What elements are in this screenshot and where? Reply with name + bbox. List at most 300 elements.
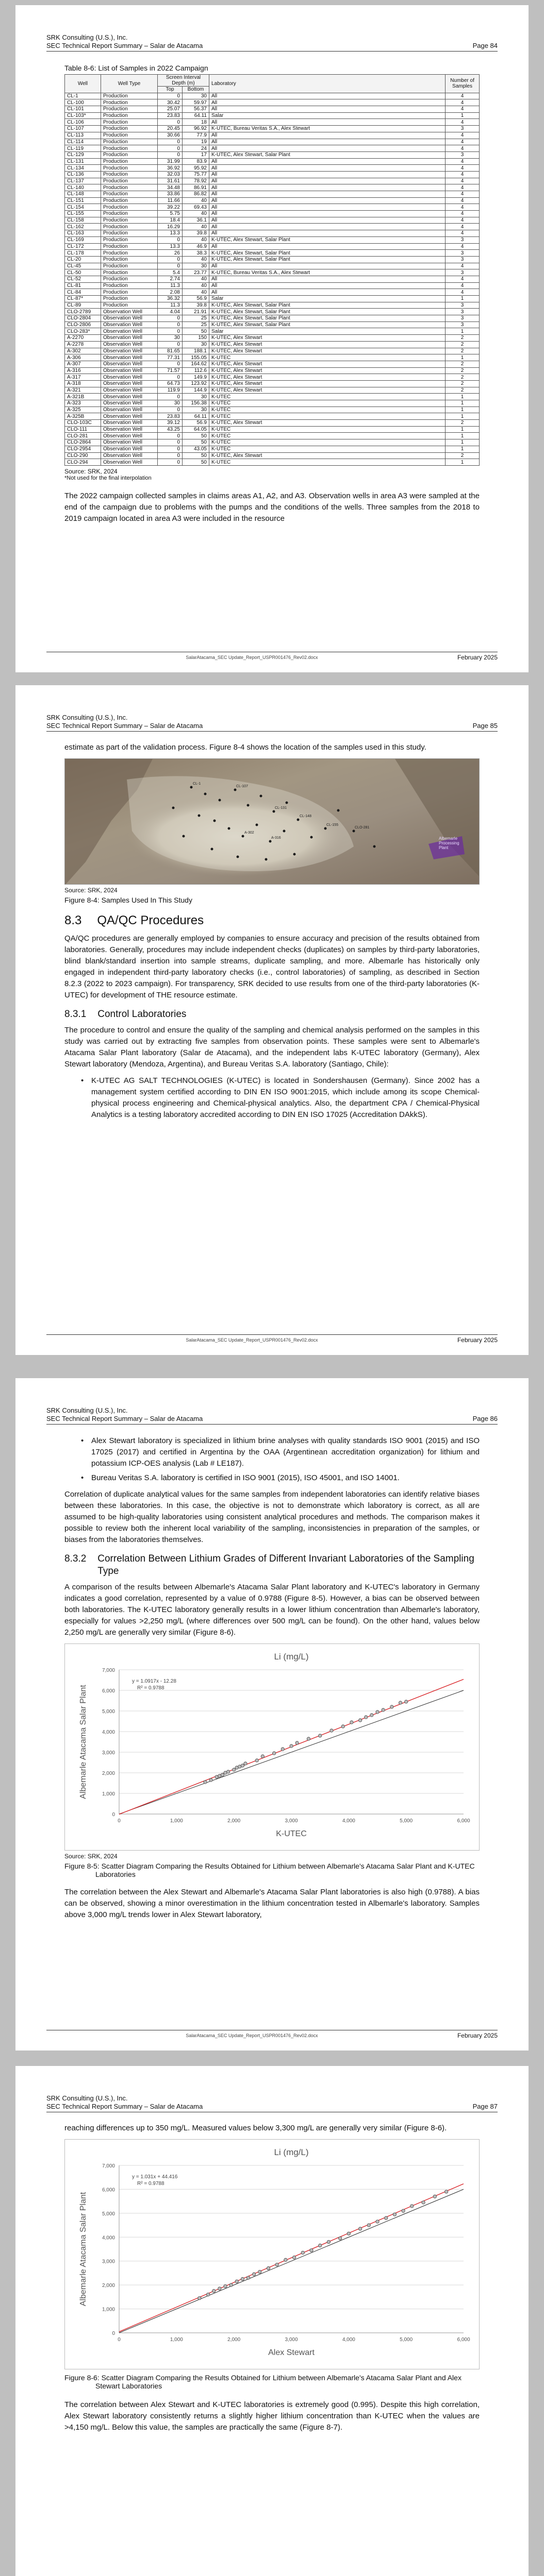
table-cell: Observation Well [101, 341, 158, 348]
table-cell: 24 [183, 145, 209, 152]
table-cell: CLO-2806 [65, 321, 101, 328]
data-point [241, 2277, 244, 2280]
table-cell: A-321B [65, 394, 101, 400]
table-cell: 50 [183, 433, 209, 439]
table-cell: K-UTEC, Alex Stewart [209, 361, 446, 367]
table-cell: Production [101, 256, 158, 263]
table-cell: Observation Well [101, 420, 158, 427]
table-cell: A-2270 [65, 335, 101, 342]
table-cell: Production [101, 99, 158, 106]
data-point [410, 2205, 414, 2208]
table-cell: K-UTEC, Alex Stewart, Salar Plant [209, 236, 446, 243]
table-cell: 40 [183, 197, 209, 204]
paragraph: The correlation between the Alex Stewart and Albemarle's Atacama Salar Plant laboratories is also high (0.9788). A bias can be observed, showing a minor overestimation in the lithium concentration tested in Albemarle's laboratory. Samples above 3,000 mg/L trends lower in Alex Stewart laboratory, [64, 1888, 480, 1919]
table-cell: A-307 [65, 361, 101, 367]
y-tick-label: 1,000 [102, 1791, 115, 1797]
table-row [65, 184, 480, 191]
table-row [65, 433, 480, 439]
table-row [65, 93, 480, 99]
page-header [46, 2094, 498, 2112]
table-cell: 4 [446, 191, 480, 198]
table-cell: Production [101, 191, 158, 198]
table-cell: 0 [158, 341, 183, 348]
page-84 [15, 5, 529, 672]
table-cell: 1 [446, 328, 480, 335]
table-cell: Observation Well [101, 354, 158, 361]
samples-map [64, 758, 480, 885]
table-cell: 3 [446, 250, 480, 257]
table-cell: All [209, 178, 446, 184]
data-point [358, 1719, 361, 1722]
scatter-chart-alex-stewart [65, 2140, 479, 2366]
table-cell: All [209, 191, 446, 198]
x-tick-label: 6,000 [457, 2337, 470, 2343]
table-cell: All [209, 263, 446, 269]
table-cell: K-UTEC, Alex Stewart [209, 341, 446, 348]
table-cell: 0 [158, 374, 183, 381]
header-report: SEC Technical Report Summary – Salar de Atacama [46, 722, 203, 730]
table-row [65, 171, 480, 178]
y-axis-label: Albemarle Atacama Salar Plant [79, 2192, 88, 2307]
x-tick-label: 4,000 [342, 1818, 355, 1824]
table-cell: CL-20 [65, 256, 101, 263]
table-cell: 188.1 [183, 348, 209, 354]
col-bottom: Bottom [183, 87, 209, 93]
table-cell: 46.9 [183, 243, 209, 250]
table-cell: 1 [446, 439, 480, 446]
table-cell: 4 [446, 230, 480, 237]
table-cell: 0 [158, 406, 183, 413]
page-84-body [64, 62, 480, 530]
table-cell: CL-50 [65, 269, 101, 276]
table-row [65, 99, 480, 106]
data-point [224, 2284, 227, 2287]
table-cell: 40 [183, 236, 209, 243]
data-point [232, 1768, 235, 1771]
table-cell: 96.92 [183, 126, 209, 132]
table-cell: A-316 [65, 367, 101, 374]
table-cell: 144.9 [183, 387, 209, 394]
table-cell: K-UTEC, Alex Stewart, Salar Plant [209, 302, 446, 309]
data-point [310, 2249, 313, 2252]
data-point [358, 2227, 361, 2230]
table-cell: CLO-2864 [65, 439, 101, 446]
table-cell: Salar [209, 296, 446, 302]
table-row [65, 269, 480, 276]
lab-list [81, 1075, 480, 1121]
y-tick-label: 6,000 [102, 1688, 115, 1694]
table-cell: 2 [446, 341, 480, 348]
table-row [65, 321, 480, 328]
svg-text:CL-155: CL-155 [326, 823, 338, 827]
table-cell: CLO-294 [65, 459, 101, 466]
data-point [367, 2224, 370, 2227]
table-cell: 1 [446, 413, 480, 420]
table-cell: 23.77 [183, 269, 209, 276]
table-cell: K-UTEC, Alex Stewart [209, 367, 446, 374]
table-cell: All [209, 276, 446, 282]
table-cell: 95.92 [183, 165, 209, 172]
table-cell: Production [101, 250, 158, 257]
table-cell: CL-100 [65, 99, 101, 106]
y-tick-label: 0 [112, 1812, 115, 1818]
header-report: SEC Technical Report Summary – Salar de Atacama [46, 2103, 203, 2110]
table-cell: Production [101, 165, 158, 172]
table-row [65, 367, 480, 374]
paragraph: A comparison of the results between Albemarle's Atacama Salar Plant laboratory and K-UTEC's laboratory in Germany indicates a good correlation, represented by a value of 0.9788 (Figure 8-5). However, a bias can be observed between both laboratories. The K-UTEC laboratory generally results in a lower lithium concentration than Albemarle's laboratory, especially for values >2,250 mg/L (where differences over 500 mg/L can be found). On the other hand, values below 2,250 mg/L are generally very similar (Figure 8-6). [64, 1583, 480, 1637]
data-point [385, 2216, 388, 2219]
col-well: Well [65, 75, 101, 93]
table-row [65, 452, 480, 459]
table-cell: 77.31 [158, 354, 183, 361]
table-row [65, 446, 480, 452]
table-cell: 0 [158, 439, 183, 446]
table-cell: Production [101, 112, 158, 119]
table-cell: Observation Well [101, 321, 158, 328]
table-cell: CLO-2954 [65, 446, 101, 452]
table-cell: CL-52 [65, 276, 101, 282]
page-86 [15, 1378, 529, 2050]
table-cell: 0 [158, 315, 183, 322]
col-type: Well Type [101, 75, 158, 93]
table-cell: K-UTEC, Alex Stewart [209, 380, 446, 387]
data-point [341, 1725, 344, 1728]
table-cell: 36.1 [183, 217, 209, 224]
table-cell: All [209, 217, 446, 224]
table-cell: Observation Well [101, 439, 158, 446]
table-cell: All [209, 204, 446, 211]
col-lab: Laboratory [209, 75, 446, 93]
table-cell: Observation Well [101, 309, 158, 315]
table-cell: K-UTEC, Alex Stewart, Salar Plant [209, 309, 446, 315]
table-cell: 50 [183, 439, 209, 446]
table-cell: 2 [446, 335, 480, 342]
table-cell: K-UTEC [209, 426, 446, 433]
table-cell: 30 [183, 394, 209, 400]
data-point [292, 2256, 295, 2259]
data-point [246, 2276, 250, 2279]
table-cell: 4 [446, 263, 480, 269]
table-cell: 4 [446, 165, 480, 172]
table-cell: 1 [446, 400, 480, 407]
y-tick-label: 3,000 [102, 1750, 115, 1756]
table-cell: 4 [446, 211, 480, 217]
table-cell: 2 [446, 361, 480, 367]
x-tick-label: 2,000 [227, 2337, 241, 2343]
svg-text:CL-131: CL-131 [275, 806, 287, 810]
table-cell: 1 [446, 406, 480, 413]
table-cell: 21.91 [183, 309, 209, 315]
table-row [65, 112, 480, 119]
table-cell: 1 [446, 446, 480, 452]
table-cell: Production [101, 296, 158, 302]
data-point [365, 1716, 368, 1719]
table-cell: 86.91 [183, 184, 209, 191]
data-point [229, 2283, 233, 2286]
table-cell: CL-178 [65, 250, 101, 257]
scatter-chart-kutec [65, 1644, 479, 1848]
table-row [65, 276, 480, 282]
footer-filename: SalarAtacama_SEC Update_Report_USPR001476_Rev02.docx [186, 655, 318, 660]
table-cell: All [209, 230, 446, 237]
table-cell: 38.3 [183, 250, 209, 257]
data-point [221, 1773, 224, 1776]
page-footer [46, 2030, 498, 2039]
data-point [330, 1729, 333, 1732]
table-cell: 0 [158, 452, 183, 459]
r2-label: R² = 0.9788 [137, 2181, 164, 2187]
table-cell: 0 [158, 256, 183, 263]
footer-filename: SalarAtacama_SEC Update_Report_USPR001476_Rev02.docx [186, 2033, 318, 2038]
paragraph: QA/QC procedures are generally employed by companies to ensure accuracy and precision of the results obtained from laboratories. Generally, procedures may include independent checks (duplicates) on samples by third-party laboratories, blind blank/standard insertion into sample streams, duplicate sampling, and more. Albemarle has historically only engaged in independent third-party laboratory checks (i.e., control laboratories) of sampling, as described in Section 8.2.3 (2022 to 2023 campaign). For transparency, SRK decided to use results from one of the third-party laboratories (K-UTEC) for development of THE resource estimate. [64, 934, 480, 999]
table-cell: 4 [446, 217, 480, 224]
table-cell: K-UTEC [209, 446, 446, 452]
table-cell: 36.32 [158, 296, 183, 302]
table-cell: 164.62 [183, 361, 209, 367]
table-caption: Table 8-6: List of Samples in 2022 Campaign [64, 64, 208, 72]
table-row [65, 139, 480, 145]
table-row [65, 380, 480, 387]
y-tick-label: 6,000 [102, 2187, 115, 2193]
table-cell: 4 [446, 243, 480, 250]
page-85 [15, 685, 529, 1355]
table-cell: Production [101, 204, 158, 211]
table-cell: K-UTEC, Alex Stewart, Salar Plant [209, 250, 446, 257]
table-cell: CL-169 [65, 236, 101, 243]
table-cell: 78.92 [183, 178, 209, 184]
table-cell: 30.66 [158, 132, 183, 139]
data-point [235, 2280, 238, 2283]
table-cell: 2.08 [158, 289, 183, 296]
data-point [267, 2266, 270, 2269]
y-tick-label: 5,000 [102, 1709, 115, 1715]
table-cell: CLO-281 [65, 433, 101, 439]
r2-label: R² = 0.9788 [137, 1685, 164, 1691]
table-row [65, 224, 480, 230]
chart-title: Li (mg/L) [274, 1652, 309, 1662]
table-cell: 0 [158, 119, 183, 126]
table-cell: 30 [183, 341, 209, 348]
table-cell: 4 [446, 158, 480, 165]
table-cell: 59.97 [183, 99, 209, 106]
table-cell: 34.48 [158, 184, 183, 191]
x-tick-label: 1,000 [170, 2337, 183, 2343]
table-cell: 18 [183, 119, 209, 126]
table-cell: 25.07 [158, 106, 183, 113]
table-cell: 4 [446, 106, 480, 113]
samples-table [64, 74, 480, 466]
table-cell: 1 [446, 459, 480, 466]
paragraph: Correlation of duplicate analytical values for the same samples from independent laboratories can identify relative biases between these laboratories. In this case, the objective is not to demonstrate which laboratory is correct, as all are assumed to be high-quality laboratories using consistent analytical procedures and methods. The comparison makes it possible to review both the inherent local variability of the sampling, inconsistencies in preparation of the samples, or biases from the laboratories themselves. [64, 1490, 480, 1544]
table-cell: 4 [446, 184, 480, 191]
data-point [399, 1701, 402, 1704]
x-axis-label: K-UTEC [276, 1829, 307, 1838]
table-cell: 40 [183, 289, 209, 296]
table-cell: 71.57 [158, 367, 183, 374]
table-cell: 19 [183, 139, 209, 145]
page-footer [46, 1334, 498, 1344]
table-row [65, 282, 480, 289]
table-cell: 75.77 [183, 171, 209, 178]
table-cell: 33.86 [158, 191, 183, 198]
table-cell: Observation Well [101, 406, 158, 413]
table-cell: 4 [446, 282, 480, 289]
data-point [284, 2258, 287, 2261]
table-cell: 1 [446, 426, 480, 433]
table-cell: 1 [446, 433, 480, 439]
table-cell: 5.75 [158, 211, 183, 217]
table-cell: 30 [158, 400, 183, 407]
table-cell: K-UTEC, Alex Stewart, Salar Plant [209, 256, 446, 263]
table-cell: 81.65 [158, 348, 183, 354]
table-cell: 30 [158, 335, 183, 342]
table-cell: Observation Well [101, 426, 158, 433]
table-cell: CL-1 [65, 93, 101, 99]
table-cell: 1 [446, 112, 480, 119]
section-heading-8-3-2: 8.3.2 Correlation Between Lithium Grades of Different Invariant Laboratories of the Sampling Type [64, 1553, 474, 1577]
table-cell: 149.9 [183, 374, 209, 381]
table-cell: 3 [446, 321, 480, 328]
table-cell: CL-148 [65, 191, 101, 198]
table-cell: Production [101, 236, 158, 243]
table-cell: 83.9 [183, 158, 209, 165]
table-row [65, 420, 480, 427]
table-body [65, 93, 480, 465]
header-report: SEC Technical Report Summary – Salar de Atacama [46, 42, 203, 49]
table-cell: All [209, 197, 446, 204]
table-cell: All [209, 224, 446, 230]
table-row [65, 204, 480, 211]
table-cell: Production [101, 158, 158, 165]
col-interval: Screen Interval Depth (m) [158, 75, 209, 87]
data-point [338, 2236, 341, 2240]
x-tick-label: 2,000 [227, 1818, 241, 1824]
table-row [65, 400, 480, 407]
table-cell: Salar [209, 112, 446, 119]
page-header [46, 1406, 498, 1425]
table-row [65, 158, 480, 165]
table-row [65, 191, 480, 198]
table-cell: 2 [446, 380, 480, 387]
table-cell: 4 [446, 178, 480, 184]
table-cell: All [209, 139, 446, 145]
table-cell: 20.45 [158, 126, 183, 132]
table-row [65, 243, 480, 250]
table-cell: 25 [183, 321, 209, 328]
table-row [65, 178, 480, 184]
data-point [433, 2195, 436, 2198]
table-cell: K-UTEC, Alex Stewart, Salar Plant [209, 321, 446, 328]
page-86-body [64, 1432, 480, 1926]
table-cell: All [209, 93, 446, 99]
table-cell: 39.12 [158, 420, 183, 427]
table-cell: K-UTEC, Bureau Veritas S.A., Alex Stewart [209, 269, 446, 276]
table-cell: 0 [158, 459, 183, 466]
table-cell: K-UTEC [209, 459, 446, 466]
table-row [65, 230, 480, 237]
y-tick-label: 3,000 [102, 2259, 115, 2265]
data-point [327, 2240, 330, 2243]
table-cell: 50 [183, 459, 209, 466]
table-cell: Production [101, 230, 158, 237]
col-top: Top [158, 87, 183, 93]
table-row [65, 348, 480, 354]
table-cell: CL-103* [65, 112, 101, 119]
table-cell: 4 [446, 119, 480, 126]
table-cell: 86.82 [183, 191, 209, 198]
table-cell: 3 [446, 151, 480, 158]
table-cell: 123.92 [183, 380, 209, 387]
data-point [382, 1708, 385, 1711]
table-cell: 30 [183, 406, 209, 413]
table-cell: 4 [446, 289, 480, 296]
table-cell: Production [101, 151, 158, 158]
data-point [390, 1705, 393, 1708]
table-cell: Production [101, 119, 158, 126]
table-row [65, 413, 480, 420]
table-row [65, 119, 480, 126]
page-number: Page 86 [472, 1415, 498, 1422]
table-cell: All [209, 211, 446, 217]
footer-filename: SalarAtacama_SEC Update_Report_USPR001476_Rev02.docx [186, 1337, 318, 1343]
table-cell: CL-119 [65, 145, 101, 152]
data-point [444, 2190, 448, 2193]
page-87-body [64, 2123, 480, 2438]
table-cell: 4 [446, 99, 480, 106]
table-cell: 1 [446, 296, 480, 302]
table-note: *Not used for the final interpolation [64, 474, 152, 481]
table-cell: 156.38 [183, 400, 209, 407]
table-cell: CL-106 [65, 119, 101, 126]
table-row [65, 250, 480, 257]
table-cell: K-UTEC, Alex Stewart, Salar Plant [209, 151, 446, 158]
list-item: • Bureau Veritas S.A. laboratory is certified in ISO 9001 (2015), ISO 45001, and ISO 14001. [81, 1472, 480, 1484]
table-cell: 40 [183, 276, 209, 282]
y-tick-label: 0 [112, 2331, 115, 2336]
footer-date: February 2025 [457, 1336, 498, 1344]
table-cell: CLO-2804 [65, 315, 101, 322]
table-cell: 31.61 [158, 178, 183, 184]
table-cell: A-317 [65, 374, 101, 381]
map-source: Source: SRK, 2024 [64, 887, 118, 894]
header-report: SEC Technical Report Summary – Salar de Atacama [46, 1415, 203, 1422]
svg-text:A-316: A-316 [271, 836, 281, 840]
table-cell: 1 [446, 394, 480, 400]
svg-text:CL-1: CL-1 [193, 782, 201, 786]
table-cell: 3 [446, 256, 480, 263]
table-cell: CL-151 [65, 197, 101, 204]
table-cell: 39.8 [183, 230, 209, 237]
table-cell: 64.11 [183, 112, 209, 119]
data-point [212, 2290, 216, 2293]
data-point [244, 1762, 247, 1765]
data-point [404, 1700, 407, 1703]
table-cell: 112.6 [183, 367, 209, 374]
page-number: Page 87 [472, 2103, 498, 2110]
table-source: Source: SRK, 2024 [64, 467, 118, 475]
table-cell: 64.11 [183, 413, 209, 420]
table-row [65, 256, 480, 263]
table-cell: K-UTEC, Alex Stewart [209, 374, 446, 381]
x-tick-label: 5,000 [400, 1818, 413, 1824]
table-row [65, 374, 480, 381]
table-cell: Production [101, 217, 158, 224]
table-row [65, 328, 480, 335]
chart-figure-8-6 [64, 2139, 480, 2369]
table-cell: All [209, 99, 446, 106]
table-cell: A-325 [65, 406, 101, 413]
table-cell: 40 [183, 211, 209, 217]
